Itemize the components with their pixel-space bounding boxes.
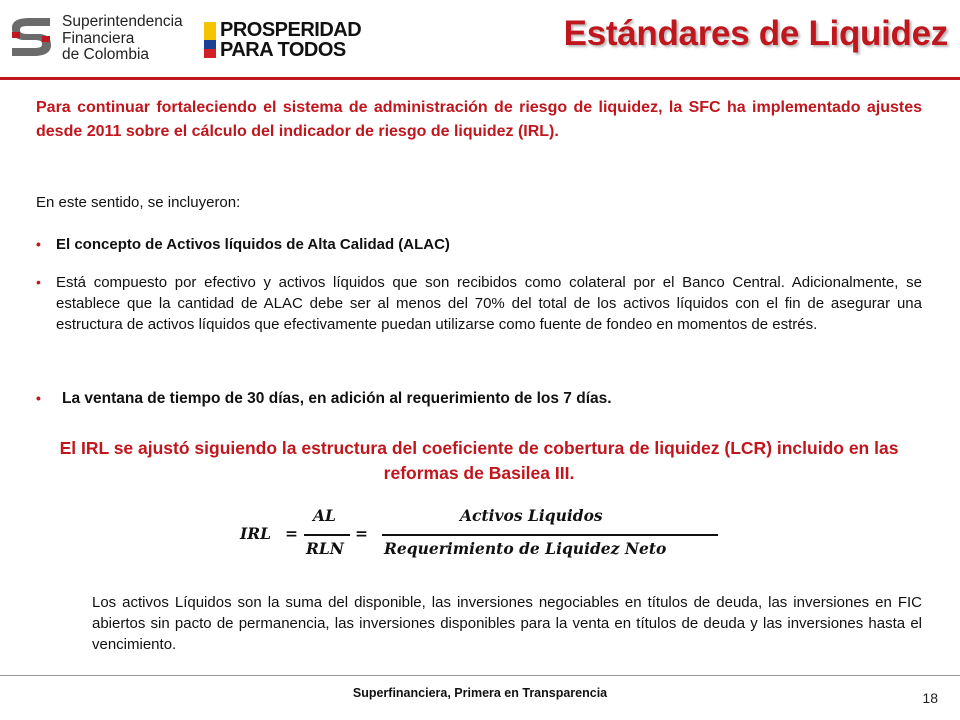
colombia-flag-icon xyxy=(204,22,216,58)
formula-lhs: IRL xyxy=(240,524,272,543)
bullet-item-alac xyxy=(36,234,922,255)
sfc-logo-line-3: de Colombia xyxy=(62,46,150,63)
lead-text: En este sentido, se incluyeron: xyxy=(36,194,241,211)
footer-tagline: Superfinanciera, Primera en Transparencia xyxy=(352,686,608,700)
sfc-logo xyxy=(8,12,183,64)
irl-heading: El IRL se ajustó siguiendo la estructura del coeficiente de cobertura de liquidez (LCR) incluido en las reformas de Basilea III. xyxy=(59,438,899,483)
liquid-assets-note: Los activos Líquidos son la suma del disponible, las inversiones negociables en títulos de deuda, las inversiones en FIC abiertos sin pacto de permanencia, las inversiones disponibles para la venta en títulos de deuda y las inversiones hasta el vencimiento. xyxy=(92,594,922,653)
irl-formula xyxy=(240,506,720,562)
formula-frac2-numerator: Activos Liquidos xyxy=(460,506,603,525)
sfc-logo-line-2: Financiera xyxy=(62,29,135,47)
formula-fraction-bar-1 xyxy=(304,534,350,536)
formula-frac1-denominator: RLN xyxy=(306,539,344,558)
prosperidad-logo xyxy=(204,18,362,62)
sfc-logo-mark-icon xyxy=(8,14,54,60)
formula-frac1-numerator: AL xyxy=(313,506,336,525)
formula-frac2-denominator: Requerimiento de Liquidez Neto xyxy=(384,539,667,558)
bullet-item-composition xyxy=(36,272,922,335)
bullet-text: Está compuesto por efectivo y activos líquidos que son recibidos como colateral por el Banco Central. Adicionalmente, se establece que la cantidad de ALAC debe ser al menos del 70% del total de los activos líquidos con el fin de asegurar una estructura de activos líquidos que efectivamente puedan utilizarse como fuente de fondeo en momentos de estrés. xyxy=(56,274,922,333)
formula-fraction-bar-2 xyxy=(382,534,718,536)
prosperidad-line-2: PARA TODOS xyxy=(220,39,346,61)
slide-title: Estándares de Liquidez xyxy=(563,14,948,53)
bullet-dot-icon: • xyxy=(36,236,41,252)
bullet-item-time-window xyxy=(36,388,922,409)
intro-paragraph: Para continuar fortaleciendo el sistema de administración de riesgo de liquidez, la SFC ha implementado ajustes desde 2011 sobre el cálculo del indicador de riesgo de liquidez (IRL). xyxy=(36,99,922,140)
bullet-text: El concepto de Activos líquidos de Alta Calidad (ALAC) xyxy=(56,236,450,253)
footer-divider xyxy=(0,675,960,676)
prosperidad-line-1: PROSPERIDAD xyxy=(220,19,362,41)
header-divider xyxy=(0,77,960,80)
formula-equals-2: = xyxy=(355,524,368,543)
page-number: 18 xyxy=(922,690,938,706)
sfc-logo-line-1: Superintendencia xyxy=(62,13,183,30)
formula-equals-1: = xyxy=(285,524,298,543)
bullet-dot-icon: • xyxy=(36,390,41,406)
bullet-dot-icon: • xyxy=(36,274,41,290)
bullet-text: La ventana de tiempo de 30 días, en adición al requerimiento de los 7 días. xyxy=(62,390,612,407)
